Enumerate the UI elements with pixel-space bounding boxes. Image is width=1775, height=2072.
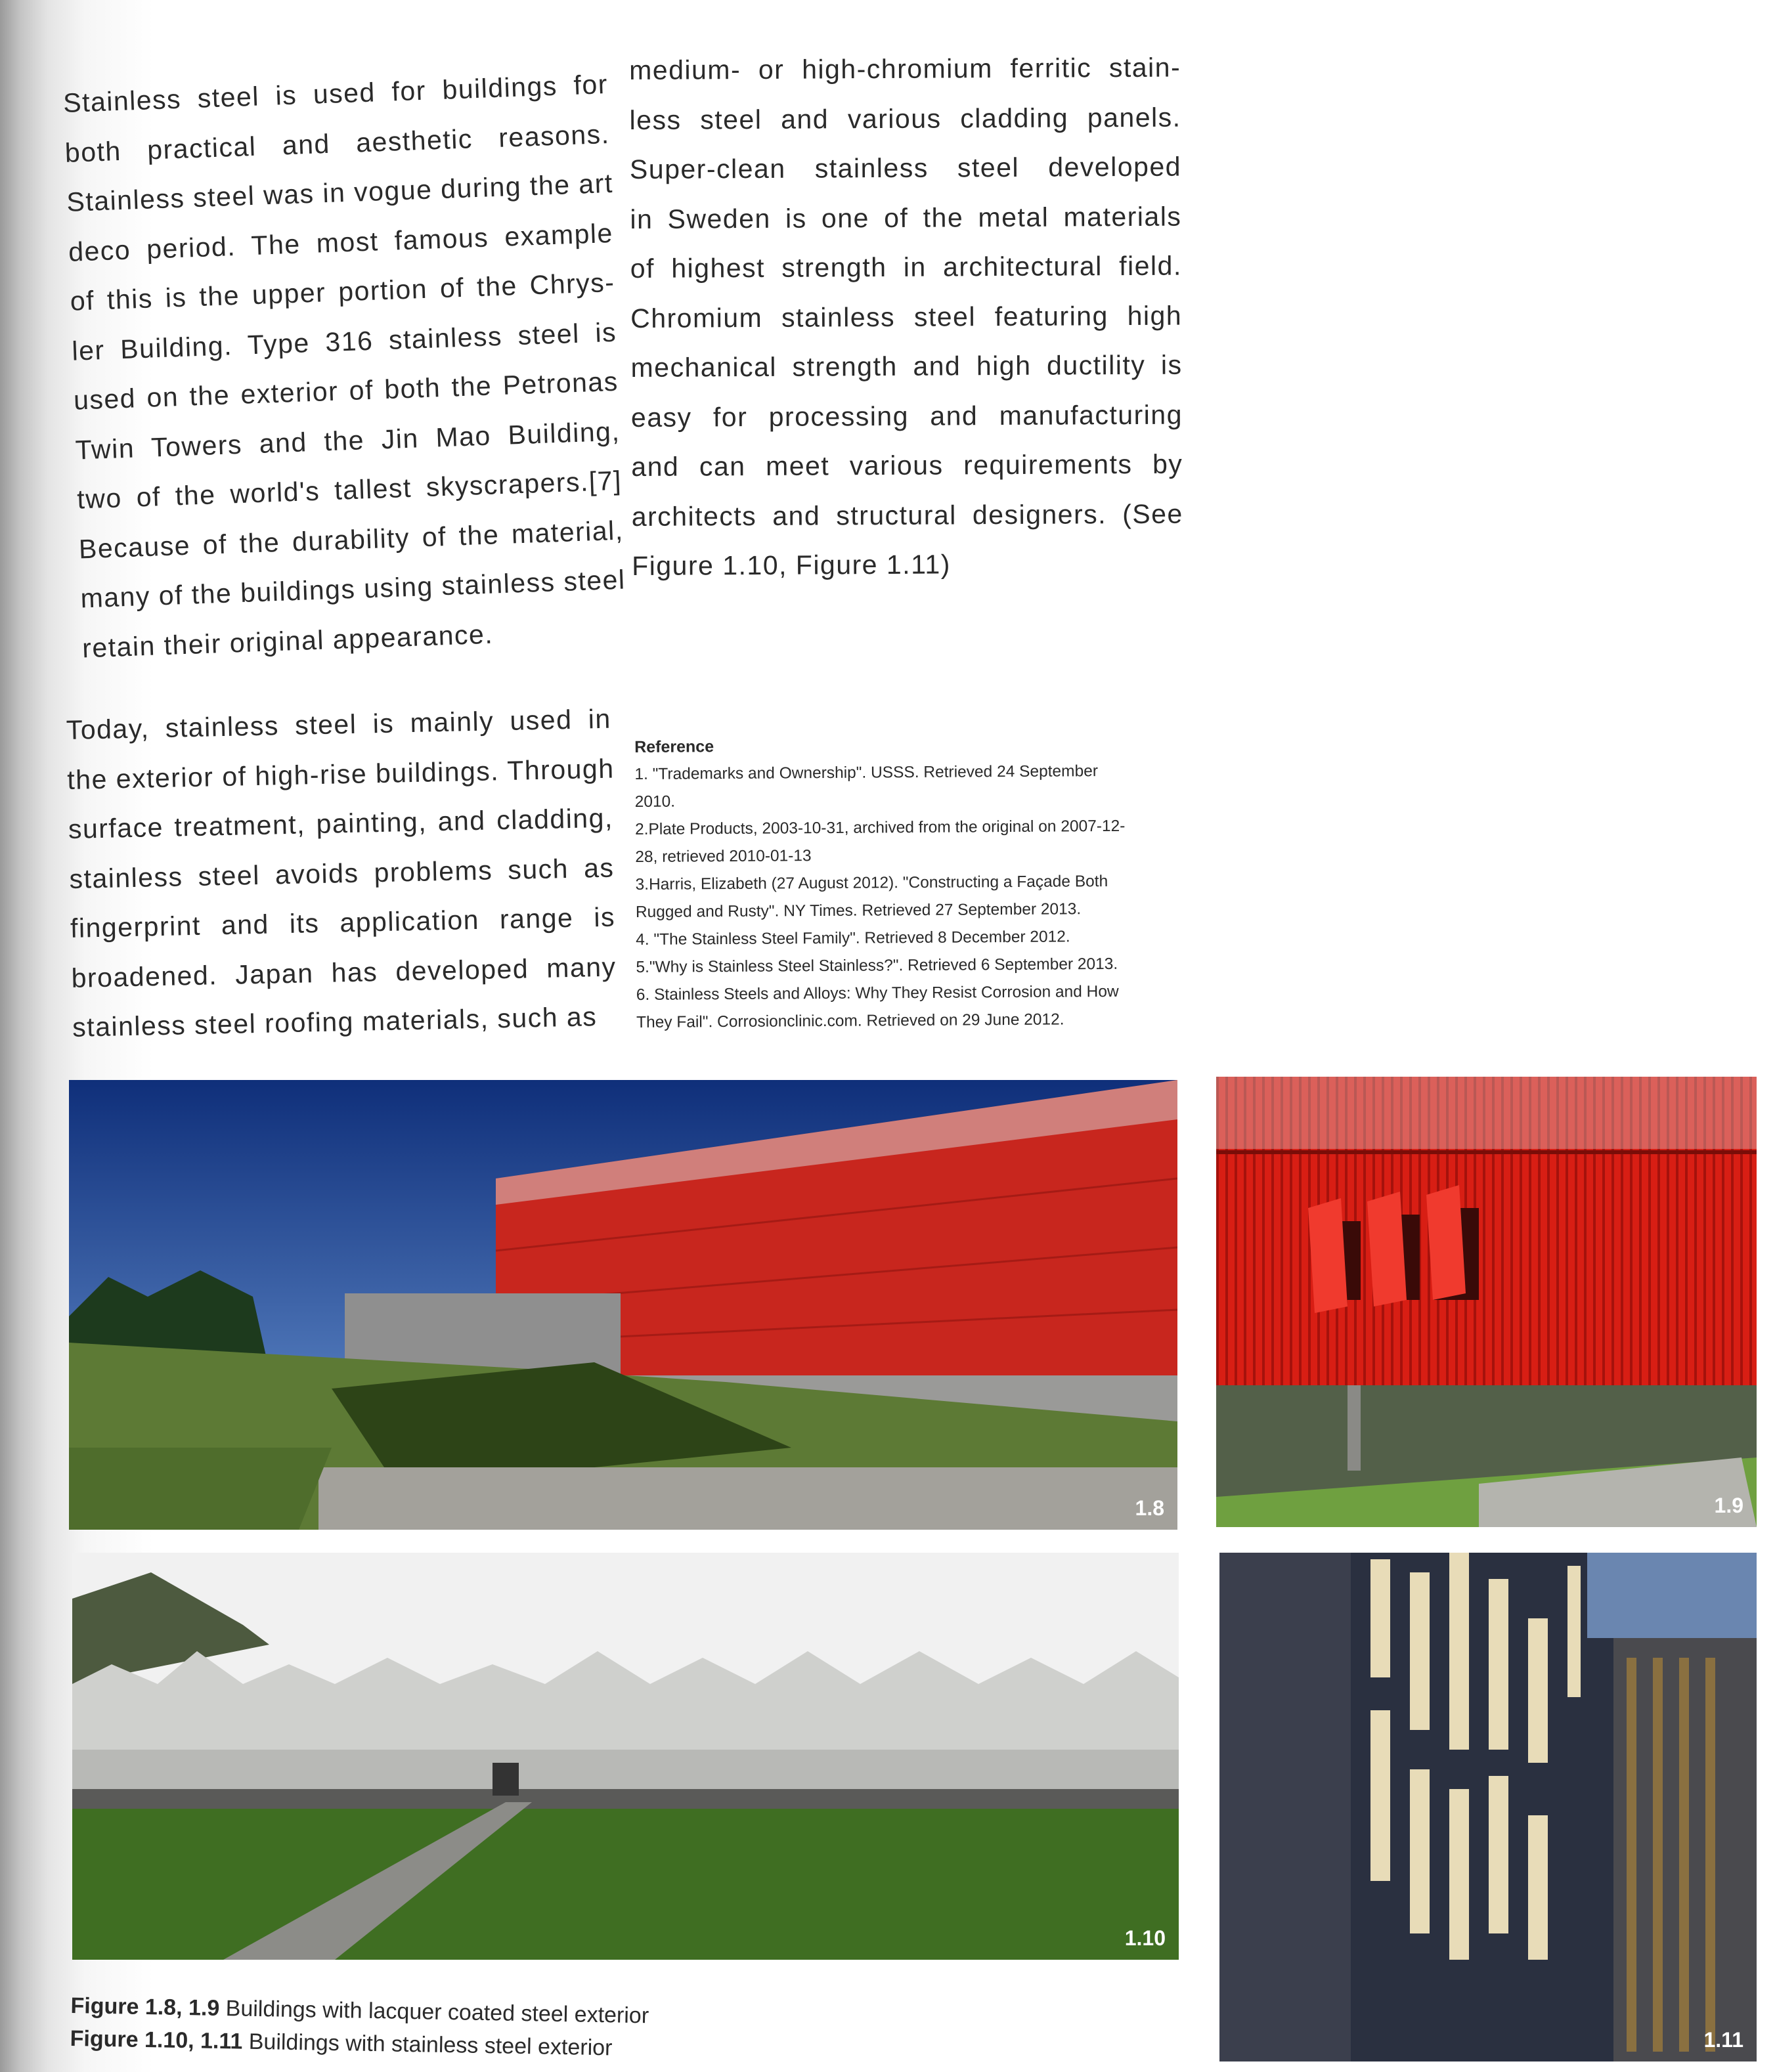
text-line: 3.Harris, Elizabeth (27 August 2012). "Constructing a Façade Both xyxy=(635,872,1108,894)
text-line: the exterior of high-rise buildings. Through xyxy=(66,753,615,795)
figure-1-9-photo xyxy=(1216,1077,1757,1527)
text-line: in Sweden is one of the metal materials xyxy=(630,201,1182,234)
caption-line-1: Figure 1.8, 1.9 Buildings with lacquer coated steel exterior xyxy=(70,1993,649,2029)
text-line: Chromium stainless steel featuring high xyxy=(630,300,1183,334)
text-line: medium- or high-chromium ferritic stain- xyxy=(629,52,1181,85)
text-line: of highest strength in architectural field. xyxy=(630,250,1182,284)
text-line: Super-clean stainless steel developed xyxy=(629,151,1182,184)
figure-1-10-photo xyxy=(72,1553,1179,1960)
figure-number: 1.10 xyxy=(1124,1926,1166,1950)
text-line: broadened. Japan has developed many xyxy=(71,951,617,993)
text-line: and can meet various requirements by xyxy=(631,448,1183,482)
caption-line-2: Figure 1.10, 1.11 Buildings with stainless steel exterior xyxy=(70,2025,613,2061)
text-line: stainless steel avoids problems such as xyxy=(69,852,615,894)
text-line: both practical and aesthetic reasons. xyxy=(64,118,611,168)
text-line: 6. Stainless Steels and Alloys: Why They Resist Corrosion and How xyxy=(636,982,1119,1004)
text-line: mechanical strength and high ductility is xyxy=(630,349,1183,383)
text-line: fingerprint and its application range is xyxy=(70,901,616,943)
text-line: easy for processing and manufacturing xyxy=(630,399,1183,433)
figure-captions xyxy=(70,1989,649,2065)
references-heading: Reference xyxy=(634,737,714,756)
paragraph-3 xyxy=(629,43,1183,592)
text-line: of this is the upper portion of the Chrys- xyxy=(70,267,616,316)
text-line: 28, retrieved 2010-01-13 xyxy=(635,847,812,866)
text-line: two of the world's tallest skyscrapers.[7] xyxy=(76,465,623,515)
text-line: Stainless steel is used for buildings for xyxy=(62,69,609,118)
text-line: 2010. xyxy=(634,792,676,811)
text-line: surface treatment, painting, and cladding, xyxy=(68,802,614,844)
text-line: Today, stainless steel is mainly used in xyxy=(66,703,612,745)
figure-1-8-photo xyxy=(69,1080,1177,1530)
text-line: deco period. The most famous example xyxy=(68,217,614,267)
text-line: They Fail". Corrosionclinic.com. Retrieved on 29 June 2012. xyxy=(636,1010,1064,1031)
text-line: 1. "Trademarks and Ownership". USSS. Retrieved 24 September xyxy=(634,762,1099,783)
text-line: 4. "The Stainless Steel Family". Retrieved 8 December 2012. xyxy=(636,928,1070,949)
text-line: Rugged and Rusty". NY Times. Retrieved 27 September 2013. xyxy=(635,900,1082,921)
paragraph-1 xyxy=(62,60,628,673)
paragraph-2 xyxy=(66,695,618,1053)
references xyxy=(634,729,1181,1037)
text-line: Figure 1.10, Figure 1.11) xyxy=(632,549,951,581)
text-line: 5."Why is Stainless Steel Stainless?". Retrieved 6 September 2013. xyxy=(636,955,1118,976)
text-line: ler Building. Type 316 stainless steel is xyxy=(71,316,617,366)
text-line: architects and structural designers. (See xyxy=(631,498,1183,532)
text-line: used on the exterior of both the Petronas xyxy=(73,366,619,416)
figure-number: 1.11 xyxy=(1703,2028,1743,2052)
figure-number: 1.8 xyxy=(1135,1496,1164,1520)
text-line: Stainless steel was in vogue during the art xyxy=(66,167,614,217)
text-line: Twin Towers and the Jin Mao Building, xyxy=(74,416,621,465)
text-line: stainless steel roofing materials, such as xyxy=(72,1001,598,1043)
figure-1-11-photo xyxy=(1219,1553,1757,2061)
text-line: 2.Plate Products, 2003-10-31, archived from the original on 2007-12- xyxy=(634,817,1126,838)
figure-number: 1.9 xyxy=(1714,1494,1743,1517)
text-line: many of the buildings using stainless steel xyxy=(79,564,626,614)
text-line: Because of the durability of the material, xyxy=(78,515,625,565)
text-line: retain their original appearance. xyxy=(81,618,494,663)
text-line: less steel and various cladding panels. xyxy=(629,102,1181,135)
